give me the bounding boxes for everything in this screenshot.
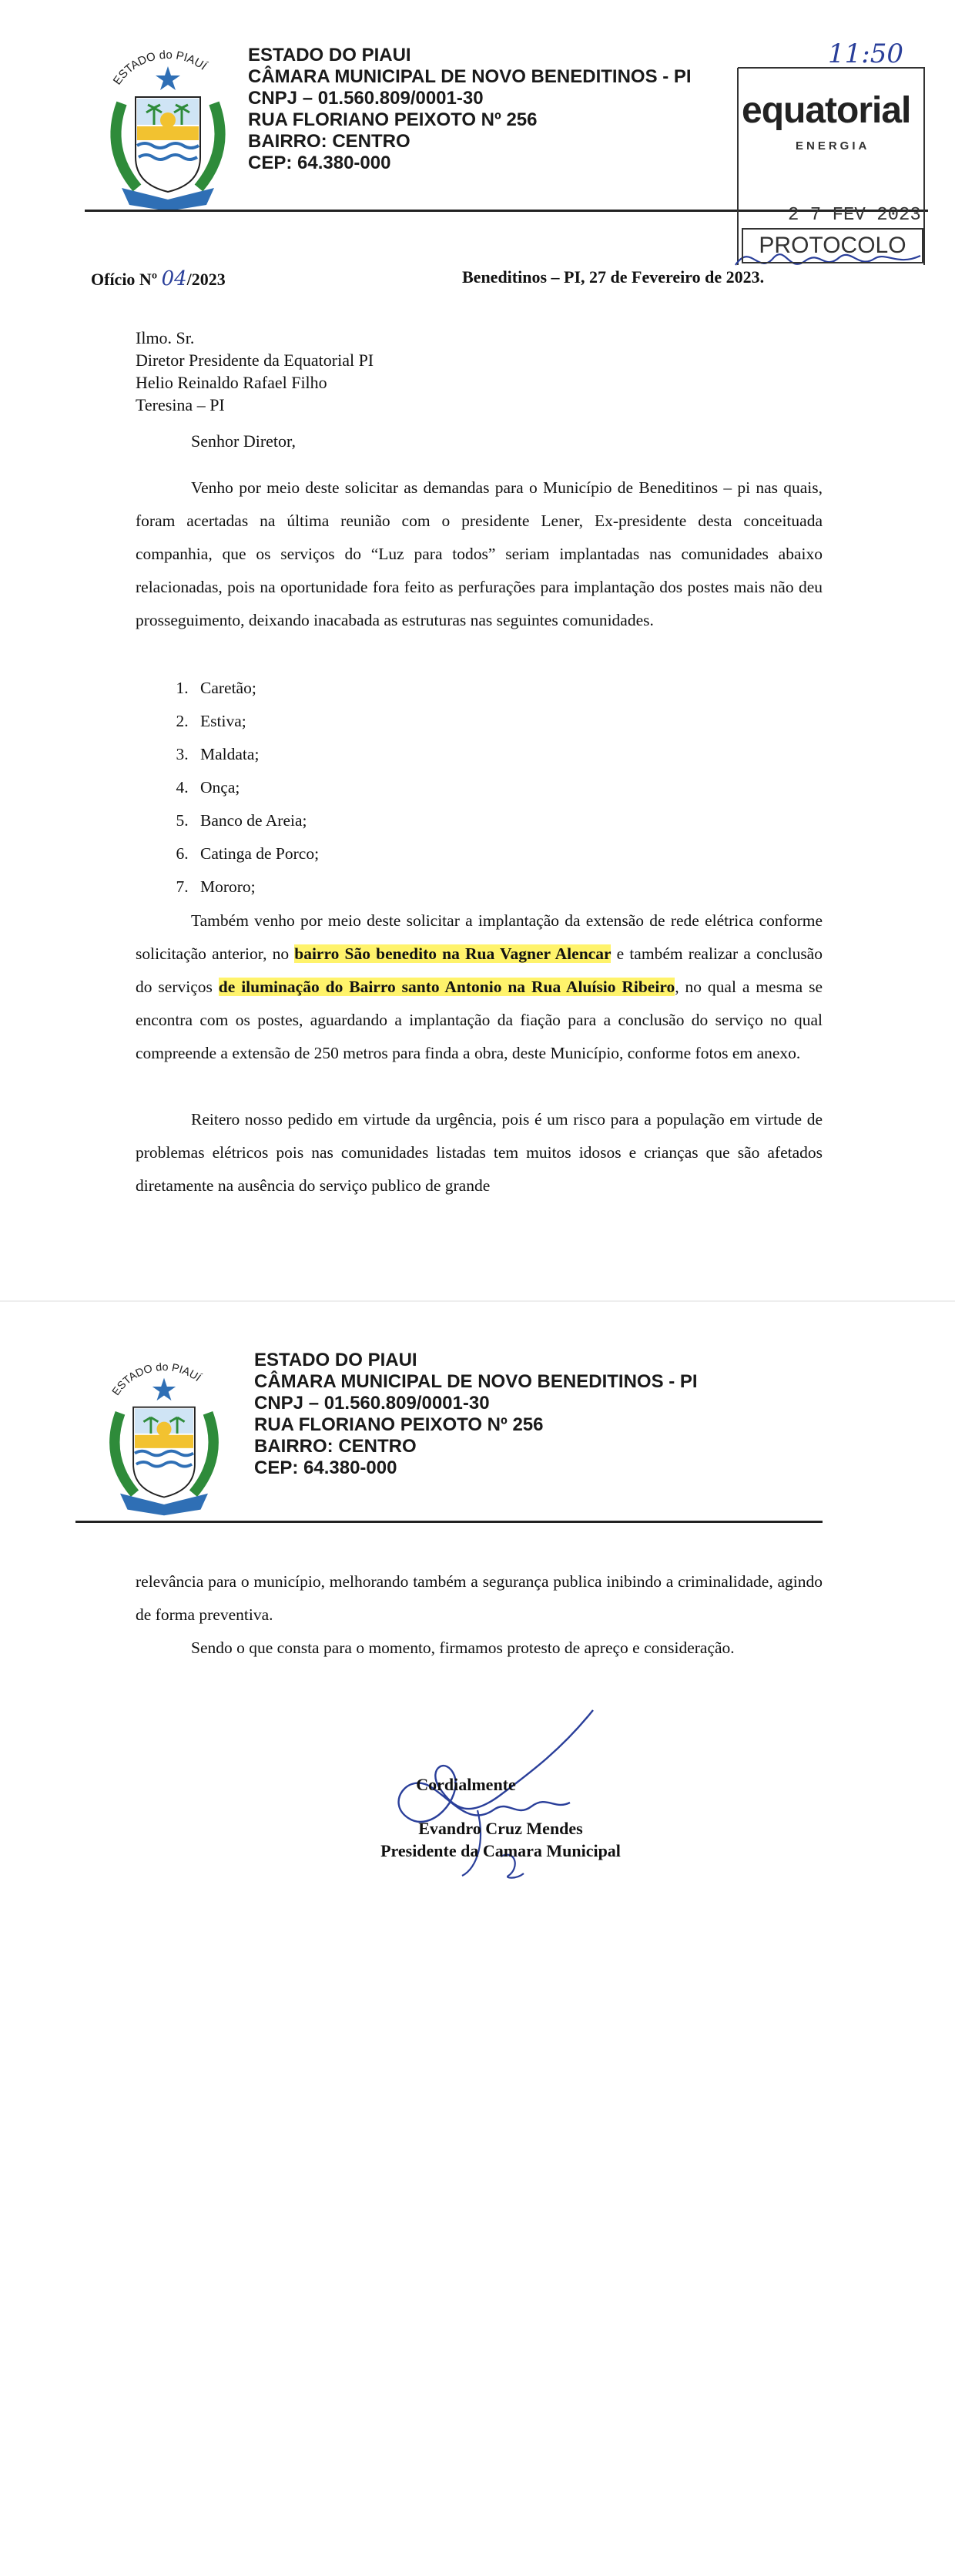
coat-of-arms-seal [91,1347,237,1516]
list-item: 2. Estiva; [193,705,319,738]
svg-text:ESTADO do PIAUÍ [110,1361,203,1398]
list-item: 4. Onça; [193,771,319,804]
letterhead-cep: CEP: 64.380-000 [248,153,391,173]
paragraph-3-part-1: Reitero nosso pedido em virtude da urgência, pois é um risco para a população em virtude de problemas elétricos pois nas comunidades listadas tem muitos idosos e crianças que são afetados diretamente na ausência do serviço publico de grande [136,1110,823,1195]
coat-of-arms-seal [91,34,245,211]
list-item: 6. Catinga de Porco; [193,837,319,870]
closing: Cordialmente [416,1775,516,1794]
recipient-city: Teresina – PI [136,395,225,414]
letterhead-cnpj: CNPJ – 01.560.809/0001-30 [254,1393,490,1414]
paragraph-4: Sendo o que consta para o momento, firmamos protesto de apreço e consideração. [191,1639,735,1657]
list-item: 7. Mororo; [193,870,319,904]
stamp-date: 2 7 FEV 2023 [788,205,921,226]
stamp-protocol-label: PROTOCOLO [742,228,923,263]
seal-text: ESTADO do PIAUÍ [110,48,209,88]
recipient-role: Diretor Presidente da Equatorial PI [136,351,374,370]
paragraph-2-text-c: , no qual a mesma se encontra com os postes, aguardando a implantação da fiação para a conclusão do serviço no qual compreende a extensão de 250 metros para finda a obra, deste Município, conforme fotos em anexo. [136,978,823,1062]
paragraph-2 [136,904,823,1070]
letterhead-neighborhood: BAIRRO: CENTRO [254,1436,417,1457]
letterhead-cnpj: CNPJ – 01.560.809/0001-30 [248,88,484,109]
paragraph-2-text-b: e também realizar a conclusão do serviços [136,944,823,996]
highlight-santo-antonio: de iluminação do Bairro santo Antonio na Rua Aluísio Ribeiro [218,978,675,996]
letterhead-street: RUA FLORIANO PEIXOTO Nº 256 [254,1414,544,1435]
letterhead-neighborhood: BAIRRO: CENTRO [248,131,410,152]
letterhead-chamber: CÂMARA MUNICIPAL DE NOVO BENEDITINOS - PI [248,66,692,87]
recipient-block [136,327,374,416]
oficio-number-line [91,267,226,290]
paragraph-2-text-a: Também venho por meio deste solicitar a implantação da extensão de rede elétrica conforme solicitação anterior, no [136,911,823,963]
svg-text:ESTADO do PIAUÍ [111,49,209,88]
highlight-sao-benedito: bairro São benedito na Rua Vagner Alencar [294,944,612,963]
letter-page-2 [0,1302,955,2576]
oficio-label: Ofício Nº [91,270,158,289]
recipient-name: Helio Reinaldo Rafael Filho [136,373,327,392]
oficio-handwritten-number: 04 [161,267,187,290]
signer-title: Presidente da Camara Municipal [380,1841,621,1860]
oficio-year: /2023 [186,270,226,289]
signer-name: Evandro Cruz Mendes [418,1819,583,1838]
letterhead-street: RUA FLORIANO PEIXOTO Nº 256 [248,109,538,130]
seal-text: ESTADO do PIAUÍ [109,1361,203,1398]
paragraph-1: Venho por meio deste solicitar as demandas para o Município de Beneditinos – pi nas quais, foram acertadas na última reunião com o presidente Lener, Ex-presidente desta conceituada companhia, que os serviços do “Luz para todos” seriam implantadas nas comunidades abaixo relacionadas, pois na oportunidade fora feito as perfurações para implantação dos postes mais não deu prosseguimento, deixando inacabada as estruturas nas seguintes comunidades. [136,478,823,629]
salutation: Senhor Diretor, [191,431,296,451]
letterhead-chamber: CÂMARA MUNICIPAL DE NOVO BENEDITINOS - PI [254,1371,698,1392]
signature-block [339,1773,662,1862]
stamp-handwritten-time: 11:50 [828,39,903,69]
letterhead-cep: CEP: 64.380-000 [254,1457,397,1478]
stamp-brand: equatorial [742,90,911,131]
stamp-brand-sub: ENERGIA [796,139,870,153]
list-item: 3. Maldata; [193,738,319,771]
letterhead-state: ESTADO DO PIAUI [248,45,411,65]
letterhead-state: ESTADO DO PIAUI [254,1350,417,1370]
letterhead [254,1350,698,1479]
place-date: Beneditinos – PI, 27 de Fevereiro de 2023. [462,267,765,287]
list-item: 5. Banco de Areia; [193,804,319,837]
paragraph-3-part-2: relevância para o município, melhorando também a segurança publica inibindo a criminalidade, agindo de forma preventiva. [136,1572,823,1624]
recipient-greeting: Ilmo. Sr. [136,328,195,347]
communities-list [169,672,319,904]
letterhead-rule [75,1521,823,1523]
list-item: 1. Caretão; [193,672,319,705]
letterhead [248,45,692,174]
